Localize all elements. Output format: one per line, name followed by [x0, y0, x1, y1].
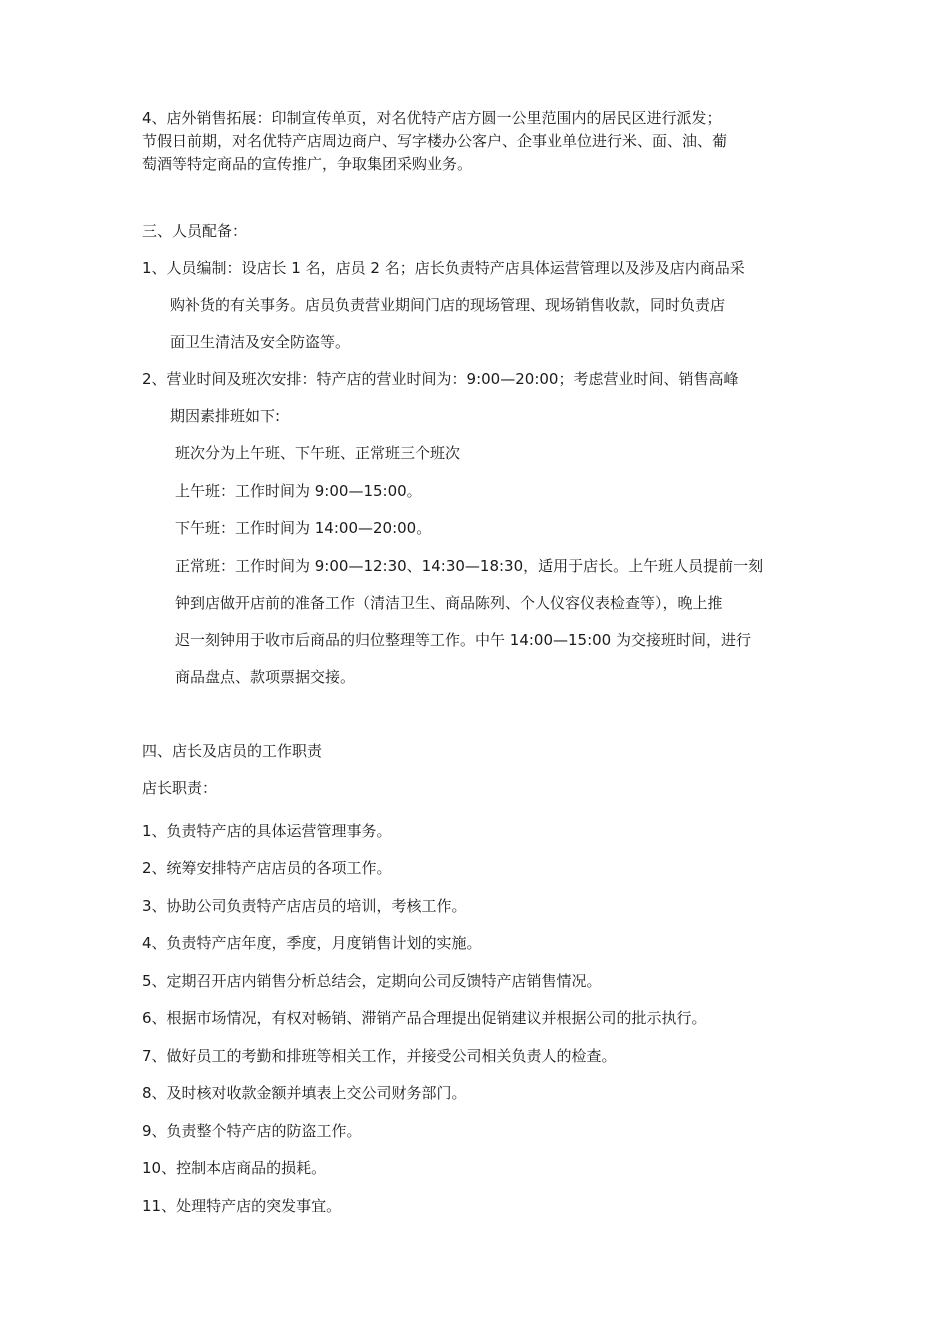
duty-item: 8、及时核对收款金额并填表上交公司财务部门。: [142, 1084, 467, 1102]
duty-item: 2、统筹安排特产店店员的各项工作。: [142, 859, 392, 877]
duty-item: 1、负责特产店的具体运营管理事务。: [142, 822, 392, 840]
duty-item: 3、协助公司负责特产店店员的培训，考核工作。: [142, 897, 467, 915]
shift-normal-line4: 商品盘点、款项票据交接。: [175, 668, 356, 686]
staff-item2-line2: 期因素排班如下:: [170, 407, 281, 425]
duty-item: 7、做好员工的考勤和排班等相关工作，并接受公司相关负责人的检查。: [142, 1047, 617, 1065]
staff-heading: 三、人员配备：: [142, 222, 248, 240]
duty-item: 9、负责整个特产店的防盗工作。: [142, 1122, 362, 1140]
duty-item: 11、处理特产店的突发事宜。: [142, 1197, 342, 1215]
staff-item1-line2: 购补货的有关事务。店员负责营业期间门店的现场管理、现场销售收款，同时负责店: [170, 296, 726, 314]
sales-item4-line2: 节假日前期，对名优特产店周边商户、写字楼办公客户、企事业单位进行米、面、油、葡: [142, 132, 728, 150]
shift-normal-line2: 钟到店做开店前的准备工作（清洁卫生、商品陈列、个人仪容仪表检查等），晚上推: [175, 594, 723, 612]
staff-item1-line3: 面卫生清洁及安全防盗等。: [170, 333, 351, 351]
shift-morning: 上午班：工作时间为 9:00—15:00。: [175, 482, 422, 500]
staff-item2-line1: 2、营业时间及班次安排：特产店的营业时间为：9:00—20:00；考虑营业时间、销售高峰: [142, 370, 739, 388]
duties-subheading: 店长职责：: [142, 779, 218, 797]
duty-item: 6、根据市场情况，有权对畅销、滞销产品合理提出促销建议并根据公司的批示执行。: [142, 1009, 707, 1027]
shift-normal-line1: 正常班：工作时间为 9:00—12:30、14:30—18:30，适用于店长。上午班人员提前一刻: [175, 557, 764, 575]
shift-afternoon: 下午班：工作时间为 14:00—20:00。: [175, 519, 432, 537]
duty-item: 10、控制本店商品的损耗。: [142, 1159, 327, 1177]
shift-normal-line3: 迟一刻钟用于收市后商品的归位整理等工作。中午 14:00—15:00 为交接班时间，进行: [175, 631, 751, 649]
staff-item1-line1: 1、人员编制：设店长 1 名，店员 2 名；店长负责特产店具体运营管理以及涉及店内商品采: [142, 259, 745, 277]
duties-heading: 四、店长及店员的工作职责: [142, 742, 323, 760]
sales-item4-line1: 4、店外销售拓展：印制宣传单页，对名优特产店方圆一公里范围内的居民区进行派发；: [142, 109, 722, 127]
sales-item4-line3: 萄酒等特定商品的宣传推广，争取集团采购业务。: [142, 155, 473, 173]
duty-item: 4、负责特产店年度，季度，月度销售计划的实施。: [142, 934, 482, 952]
duty-item: 5、定期召开店内销售分析总结会，定期向公司反馈特产店销售情况。: [142, 972, 602, 990]
shifts-intro: 班次分为上午班、下午班、正常班三个班次: [175, 444, 461, 462]
